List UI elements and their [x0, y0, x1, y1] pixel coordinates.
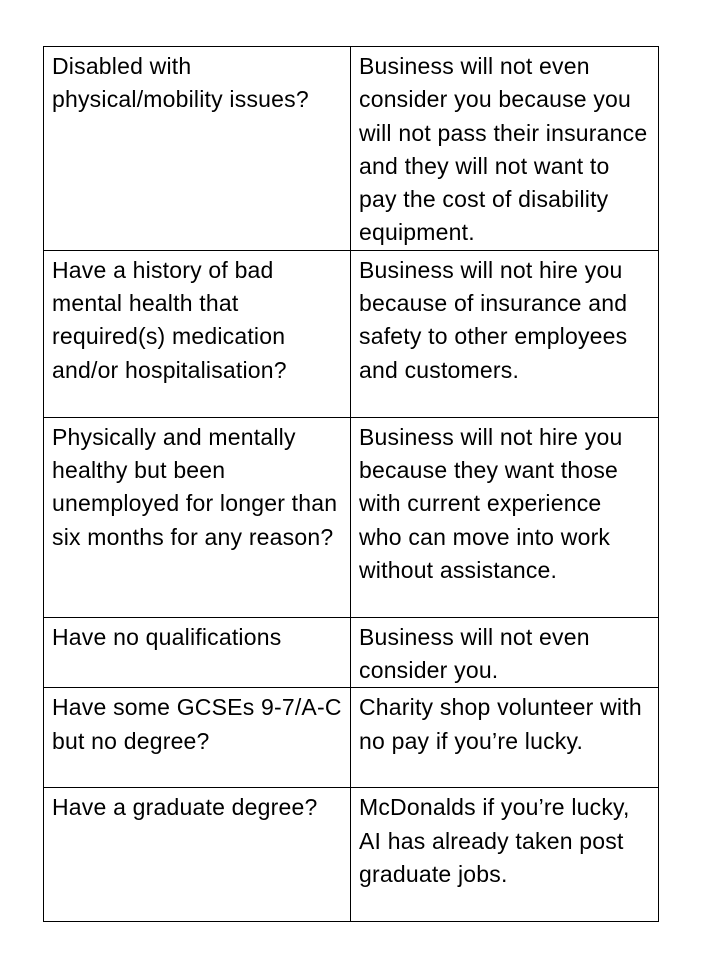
question-cell: Have some GCSEs 9-7/A-C but no degree? — [44, 688, 351, 788]
table-row — [44, 250, 659, 417]
employment-table — [43, 46, 659, 922]
table-row — [44, 47, 659, 251]
table-row — [44, 617, 659, 688]
answer-cell: Charity shop volunteer with no pay if you’re lucky. — [351, 688, 659, 788]
answer-cell: Business will not even consider you because you will not pass their insurance and they will not want to pay the cost of disability equipment. — [351, 47, 659, 251]
answer-cell: Business will not even consider you. — [351, 617, 659, 688]
question-cell: Physically and mentally healthy but been unemployed for longer than six months for any reason? — [44, 417, 351, 617]
answer-cell: Business will not hire you because they want those with current experience who can move into work without assistance. — [351, 417, 659, 617]
table-row — [44, 417, 659, 617]
answer-cell: Business will not hire you because of insurance and safety to other employees and customers. — [351, 250, 659, 417]
answer-cell: McDonalds if you’re lucky, AI has already taken post graduate jobs. — [351, 788, 659, 922]
question-cell: Have a graduate degree? — [44, 788, 351, 922]
table-row — [44, 688, 659, 788]
question-cell: Have a history of bad mental health that required(s) medication and/or hospitalisation? — [44, 250, 351, 417]
question-cell: Disabled with physical/mobility issues? — [44, 47, 351, 251]
table-row — [44, 788, 659, 922]
question-cell: Have no qualifications — [44, 617, 351, 688]
